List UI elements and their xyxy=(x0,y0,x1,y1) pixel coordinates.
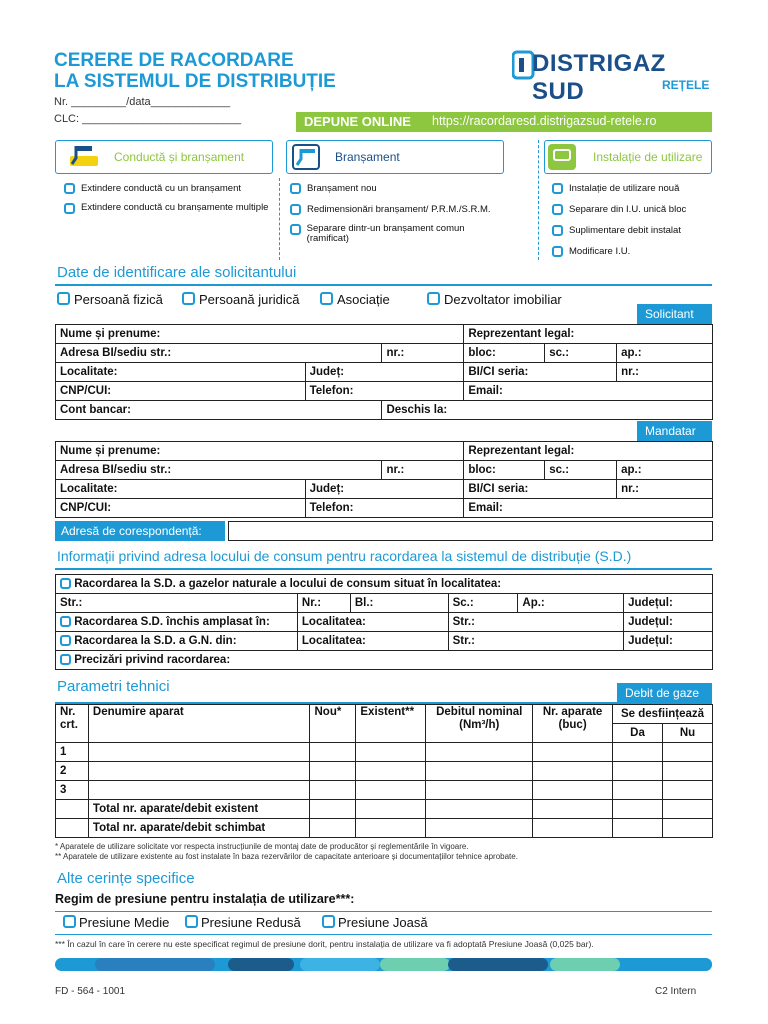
table-header-row xyxy=(56,705,713,724)
checkbox[interactable] xyxy=(64,203,75,214)
option-label: Suplimentare debit instalat xyxy=(569,225,681,236)
cell[interactable] xyxy=(533,762,613,781)
field-adresa[interactable]: Adresa BI/sediu str.: xyxy=(56,344,382,363)
decorative-stripe xyxy=(550,958,620,971)
field-judet[interactable]: Județ: xyxy=(305,480,464,499)
field-deschis[interactable]: Deschis la: xyxy=(382,401,713,420)
row-number: 1 xyxy=(56,743,89,762)
consum-option-1[interactable] xyxy=(56,575,713,594)
section-title-solicitant: Date de identificare ale solicitantului xyxy=(57,264,297,281)
form-code: FD - 564 - 1001 xyxy=(55,986,126,997)
checkbox[interactable] xyxy=(552,183,563,194)
field-nume[interactable]: Nume și prenume: xyxy=(56,442,464,461)
field-reprezentant[interactable]: Reprezentant legal: xyxy=(464,325,713,344)
tech-table xyxy=(55,704,713,838)
option-redimensionari[interactable] xyxy=(290,204,491,215)
cell[interactable] xyxy=(426,743,533,762)
cell[interactable] xyxy=(310,800,356,819)
option-bransament-nou[interactable] xyxy=(290,183,377,194)
checkbox[interactable] xyxy=(185,915,198,928)
table-row xyxy=(56,382,713,401)
option-label: Presiune Medie xyxy=(79,915,170,930)
option-presiune-redusa[interactable] xyxy=(185,915,301,930)
column-divider xyxy=(538,140,539,260)
section-rule xyxy=(55,284,712,286)
field-nr[interactable]: Nr.: xyxy=(297,594,350,613)
table-row xyxy=(56,325,713,344)
type-label: Asociație xyxy=(337,292,390,307)
field-bloc[interactable]: bloc: xyxy=(464,461,545,480)
cell[interactable] xyxy=(426,800,533,819)
consum-table xyxy=(55,574,713,670)
field-nr[interactable]: nr.: xyxy=(382,344,464,363)
cell[interactable] xyxy=(356,743,426,762)
type-label: Persoană juridică xyxy=(199,292,300,307)
category-header-instalatie xyxy=(544,140,712,174)
col-nu: Nu xyxy=(663,724,713,743)
company-logo xyxy=(512,50,712,105)
tab-mandatar: Mandatar xyxy=(637,421,712,441)
table-row xyxy=(56,613,713,632)
option-label: Racordarea la S.D. a G.N. din: xyxy=(74,635,237,647)
checkbox[interactable] xyxy=(320,292,333,305)
cell[interactable] xyxy=(533,743,613,762)
col-desfiinteaza: Se desființează xyxy=(613,705,713,724)
type-dezvoltator[interactable] xyxy=(427,292,562,307)
cell[interactable] xyxy=(663,762,713,781)
option-label: Racordarea la S.D. a gazelor naturale a locului de consum situat în localitatea: xyxy=(74,578,502,590)
option-extindere-1[interactable] xyxy=(64,183,241,194)
option-separare-iu[interactable] xyxy=(552,204,686,215)
section-rule xyxy=(55,568,712,570)
cell[interactable] xyxy=(356,762,426,781)
field-localitatea[interactable]: Localitatea: xyxy=(297,613,448,632)
option-label: Extindere conductă cu un branșament xyxy=(81,183,242,194)
column-divider xyxy=(279,178,280,260)
col-debit: Debitul nominal xyxy=(436,706,523,718)
cell[interactable] xyxy=(310,819,356,838)
cell[interactable] xyxy=(310,762,356,781)
col-nr: Nr. xyxy=(60,706,76,718)
checkbox[interactable] xyxy=(60,616,71,627)
table-row xyxy=(56,651,713,670)
clc-line: CLC: __________________________ xyxy=(54,113,242,125)
cell[interactable] xyxy=(663,819,713,838)
option-label: Precizări privind racordarea: xyxy=(74,654,231,666)
field-ap[interactable]: ap.: xyxy=(617,461,713,480)
decorative-stripe xyxy=(300,958,380,971)
option-extindere-multi[interactable] xyxy=(64,203,274,214)
field-judetul[interactable]: Județul: xyxy=(624,613,713,632)
cell[interactable] xyxy=(88,781,310,800)
field-email[interactable]: Email: xyxy=(464,382,713,401)
field-nr[interactable]: nr.: xyxy=(617,363,713,382)
page-title xyxy=(54,50,336,92)
row-number: 3 xyxy=(56,781,89,800)
field-telefon[interactable]: Telefon: xyxy=(305,499,464,518)
cell[interactable] xyxy=(310,743,356,762)
col-denumire: Denumire aparat xyxy=(88,705,310,743)
cell[interactable] xyxy=(310,781,356,800)
pressure-note: *** În cazul în care în cerere nu este specificat regimul de presiune dorit, pentru instalația de utilizare va fi adoptată Presiune Joasă (0,025 bar). xyxy=(55,939,594,949)
field-str[interactable]: Str.: xyxy=(448,613,624,632)
cell[interactable] xyxy=(426,819,533,838)
table-row xyxy=(56,762,713,781)
section-title-consum: Informații privind adresa locului de consum pentru racordarea la sistemul de distribuție (S.D.) xyxy=(57,548,632,564)
mandatar-table xyxy=(55,441,713,518)
total-existent: Total nr. aparate/debit existent xyxy=(88,800,310,819)
tab-debit-gaze: Debit de gaze xyxy=(617,683,712,703)
option-presiune-joasa[interactable] xyxy=(322,915,428,930)
title-line-1: CERERE DE RACORDARE xyxy=(54,50,294,71)
table-row xyxy=(56,344,713,363)
field-bici[interactable]: BI/CI seria: xyxy=(464,363,617,382)
field-nr[interactable]: nr.: xyxy=(617,480,713,499)
table-row xyxy=(56,401,713,420)
col-da: Da xyxy=(613,724,663,743)
table-row xyxy=(56,480,713,499)
field-sc[interactable]: sc.: xyxy=(545,344,617,363)
option-iu-noua[interactable] xyxy=(552,183,679,194)
col-nr-aparate: Nr. aparate xyxy=(542,706,603,718)
checkbox[interactable] xyxy=(552,246,563,257)
decorative-stripe xyxy=(95,958,215,971)
field-cont[interactable]: Cont bancar: xyxy=(56,401,382,420)
field-nume[interactable]: Nume și prenume: xyxy=(56,325,464,344)
checkbox[interactable] xyxy=(63,915,76,928)
cell[interactable] xyxy=(613,743,663,762)
field-cnp[interactable]: CNP/CUI: xyxy=(56,499,306,518)
consum-option-precizari[interactable] xyxy=(56,651,713,670)
nr-data-line: Nr. _________/data_____________ xyxy=(54,96,231,108)
table-row xyxy=(56,461,713,480)
option-label: Branșament nou xyxy=(307,183,377,194)
section-rule xyxy=(55,911,712,912)
decorative-stripe xyxy=(448,958,548,971)
cell[interactable] xyxy=(533,819,613,838)
cell[interactable] xyxy=(426,781,533,800)
col-nr-aparate-unit: (buc) xyxy=(558,719,587,731)
field-nr[interactable]: nr.: xyxy=(382,461,464,480)
field-sc[interactable]: Sc.: xyxy=(448,594,518,613)
field-sc[interactable]: sc.: xyxy=(545,461,617,480)
field-telefon[interactable]: Telefon: xyxy=(305,382,464,401)
field-bloc[interactable]: bloc: xyxy=(464,344,545,363)
field-bici[interactable]: BI/CI seria: xyxy=(464,480,617,499)
pipe-icon xyxy=(291,143,321,171)
col-nou: Nou* xyxy=(310,705,356,743)
online-url-link[interactable]: https://racordaresd.distrigazsud-retele.ro xyxy=(432,114,657,128)
table-row xyxy=(56,819,713,838)
option-label: Presiune Joasă xyxy=(338,915,428,930)
field-localitatea[interactable]: Localitatea: xyxy=(297,632,448,651)
category-header-bransament xyxy=(286,140,504,174)
checkbox[interactable] xyxy=(182,292,195,305)
option-label: Instalație de utilizare nouă xyxy=(569,183,680,194)
classification-label: C2 Intern xyxy=(655,986,697,997)
field-localitate[interactable]: Localitate: xyxy=(56,480,306,499)
logo-sub-text: REȚELE xyxy=(662,78,710,92)
cell[interactable] xyxy=(356,781,426,800)
cell[interactable] xyxy=(613,819,663,838)
cell[interactable] xyxy=(88,743,310,762)
tab-solicitant: Solicitant xyxy=(637,304,712,324)
field-bl[interactable]: Bl.: xyxy=(350,594,448,613)
checkbox[interactable] xyxy=(290,204,301,215)
checkbox[interactable] xyxy=(60,635,71,646)
field-cnp[interactable]: CNP/CUI: xyxy=(56,382,306,401)
table-row xyxy=(56,800,713,819)
checkbox[interactable] xyxy=(60,578,71,589)
decorative-stripe xyxy=(620,958,712,971)
online-banner[interactable] xyxy=(296,112,712,132)
cell[interactable] xyxy=(613,800,663,819)
option-separare-ramificat[interactable] xyxy=(290,224,500,244)
option-presiune-medie[interactable] xyxy=(63,915,169,930)
option-suplimentare[interactable] xyxy=(552,225,681,236)
correspondence-input[interactable] xyxy=(228,521,713,541)
category-title: Conductă și branșament xyxy=(114,150,245,164)
field-str[interactable]: Str.: xyxy=(56,594,298,613)
table-row xyxy=(56,363,713,382)
checkbox[interactable] xyxy=(290,224,301,235)
category-title: Instalație de utilizare xyxy=(593,150,703,164)
field-localitate[interactable]: Localitate: xyxy=(56,363,306,382)
appliance-icon xyxy=(547,143,577,171)
online-label: DEPUNE ONLINE xyxy=(304,114,411,129)
cell[interactable] xyxy=(426,762,533,781)
table-row xyxy=(56,499,713,518)
field-reprezentant[interactable]: Reprezentant legal: xyxy=(464,442,713,461)
decorative-stripe xyxy=(228,958,294,971)
table-row xyxy=(56,594,713,613)
tech-notes xyxy=(55,842,518,862)
field-str[interactable]: Str.: xyxy=(448,632,624,651)
option-label: Extindere conductă cu branșamente multiple xyxy=(81,202,269,213)
type-persoana-juridica[interactable] xyxy=(182,292,299,307)
field-ap[interactable]: Ap.: xyxy=(518,594,624,613)
correspondence-label: Adresă de corespondență: xyxy=(55,521,225,541)
regim-label: Regim de presiune pentru instalația de utilizare***: xyxy=(55,892,355,906)
option-label: Separare din I.U. unică bloc xyxy=(569,204,687,215)
option-label: Modificare I.U. xyxy=(569,246,631,257)
total-schimbat: Total nr. aparate/debit schimbat xyxy=(88,819,310,838)
option-label: Redimensionări branșament/ P.R.M./S.R.M. xyxy=(307,204,491,215)
cell[interactable] xyxy=(663,743,713,762)
title-line-2: LA SISTEMUL DE DISTRIBUȚIE xyxy=(54,71,336,92)
cell[interactable] xyxy=(663,781,713,800)
type-label: Persoană fizică xyxy=(74,292,163,307)
checkbox[interactable] xyxy=(57,292,70,305)
table-row xyxy=(56,575,713,594)
cell[interactable] xyxy=(613,781,663,800)
table-row xyxy=(56,632,713,651)
checkbox[interactable] xyxy=(64,183,75,194)
section-title-parametri: Parametri tehnici xyxy=(57,678,170,695)
col-existent: Existent** xyxy=(356,705,426,743)
section-rule xyxy=(55,934,712,935)
field-email[interactable]: Email: xyxy=(464,499,713,518)
decorative-stripe xyxy=(380,958,450,971)
table-row xyxy=(56,743,713,762)
checkbox[interactable] xyxy=(552,204,563,215)
cell[interactable] xyxy=(88,762,310,781)
checkbox[interactable] xyxy=(427,292,440,305)
field-ap[interactable]: ap.: xyxy=(617,344,713,363)
col-crt: crt. xyxy=(60,719,78,731)
option-label: Separare dintr-un branșament comun (ramificat) xyxy=(306,223,465,244)
checkbox[interactable] xyxy=(552,225,563,236)
cell[interactable] xyxy=(356,819,426,838)
note-1: * Aparatele de utilizare solicitate vor respecta instrucțiunile de montaj date de producător și reglementările în vigoare. xyxy=(55,842,469,851)
cell[interactable] xyxy=(533,781,613,800)
option-label: Presiune Redusă xyxy=(201,915,301,930)
field-judetul[interactable]: Județul: xyxy=(624,632,713,651)
field-adresa[interactable]: Adresa BI/sediu str.: xyxy=(56,461,382,480)
row-number: 2 xyxy=(56,762,89,781)
category-title: Branșament xyxy=(335,150,400,164)
type-asociatie[interactable] xyxy=(320,292,390,307)
section-title-alte: Alte cerințe specifice xyxy=(57,870,195,887)
type-label: Dezvoltator imobiliar xyxy=(444,292,562,307)
cell[interactable] xyxy=(613,762,663,781)
table-row xyxy=(56,781,713,800)
table-row xyxy=(56,442,713,461)
cell[interactable] xyxy=(663,800,713,819)
type-persoana-fizica[interactable] xyxy=(57,292,163,307)
col-debit-unit: (Nm³/h) xyxy=(459,719,500,731)
pipe-branch-icon xyxy=(68,144,100,170)
logo-brand-text: DISTRIGAZ SUD xyxy=(532,50,666,105)
field-judet[interactable]: Județ: xyxy=(305,363,464,382)
cell[interactable] xyxy=(356,800,426,819)
option-modificare-iu[interactable] xyxy=(552,246,630,257)
checkbox[interactable] xyxy=(60,654,71,665)
checkbox[interactable] xyxy=(322,915,335,928)
cell[interactable] xyxy=(533,800,613,819)
solicitant-table xyxy=(55,324,713,420)
field-judetul[interactable]: Județul: xyxy=(624,594,713,613)
category-header-conducta xyxy=(55,140,273,174)
checkbox[interactable] xyxy=(290,183,301,194)
consum-option-gn[interactable] xyxy=(56,632,298,651)
option-label: Racordarea S.D. închis amplasat în: xyxy=(74,616,270,628)
consum-option-inchis[interactable] xyxy=(56,613,298,632)
note-2: ** Aparatele de utilizare existente au fost instalate în baza rezervărilor de capacitate anterioare și documentațiilor tehnice aprobate. xyxy=(55,852,518,861)
